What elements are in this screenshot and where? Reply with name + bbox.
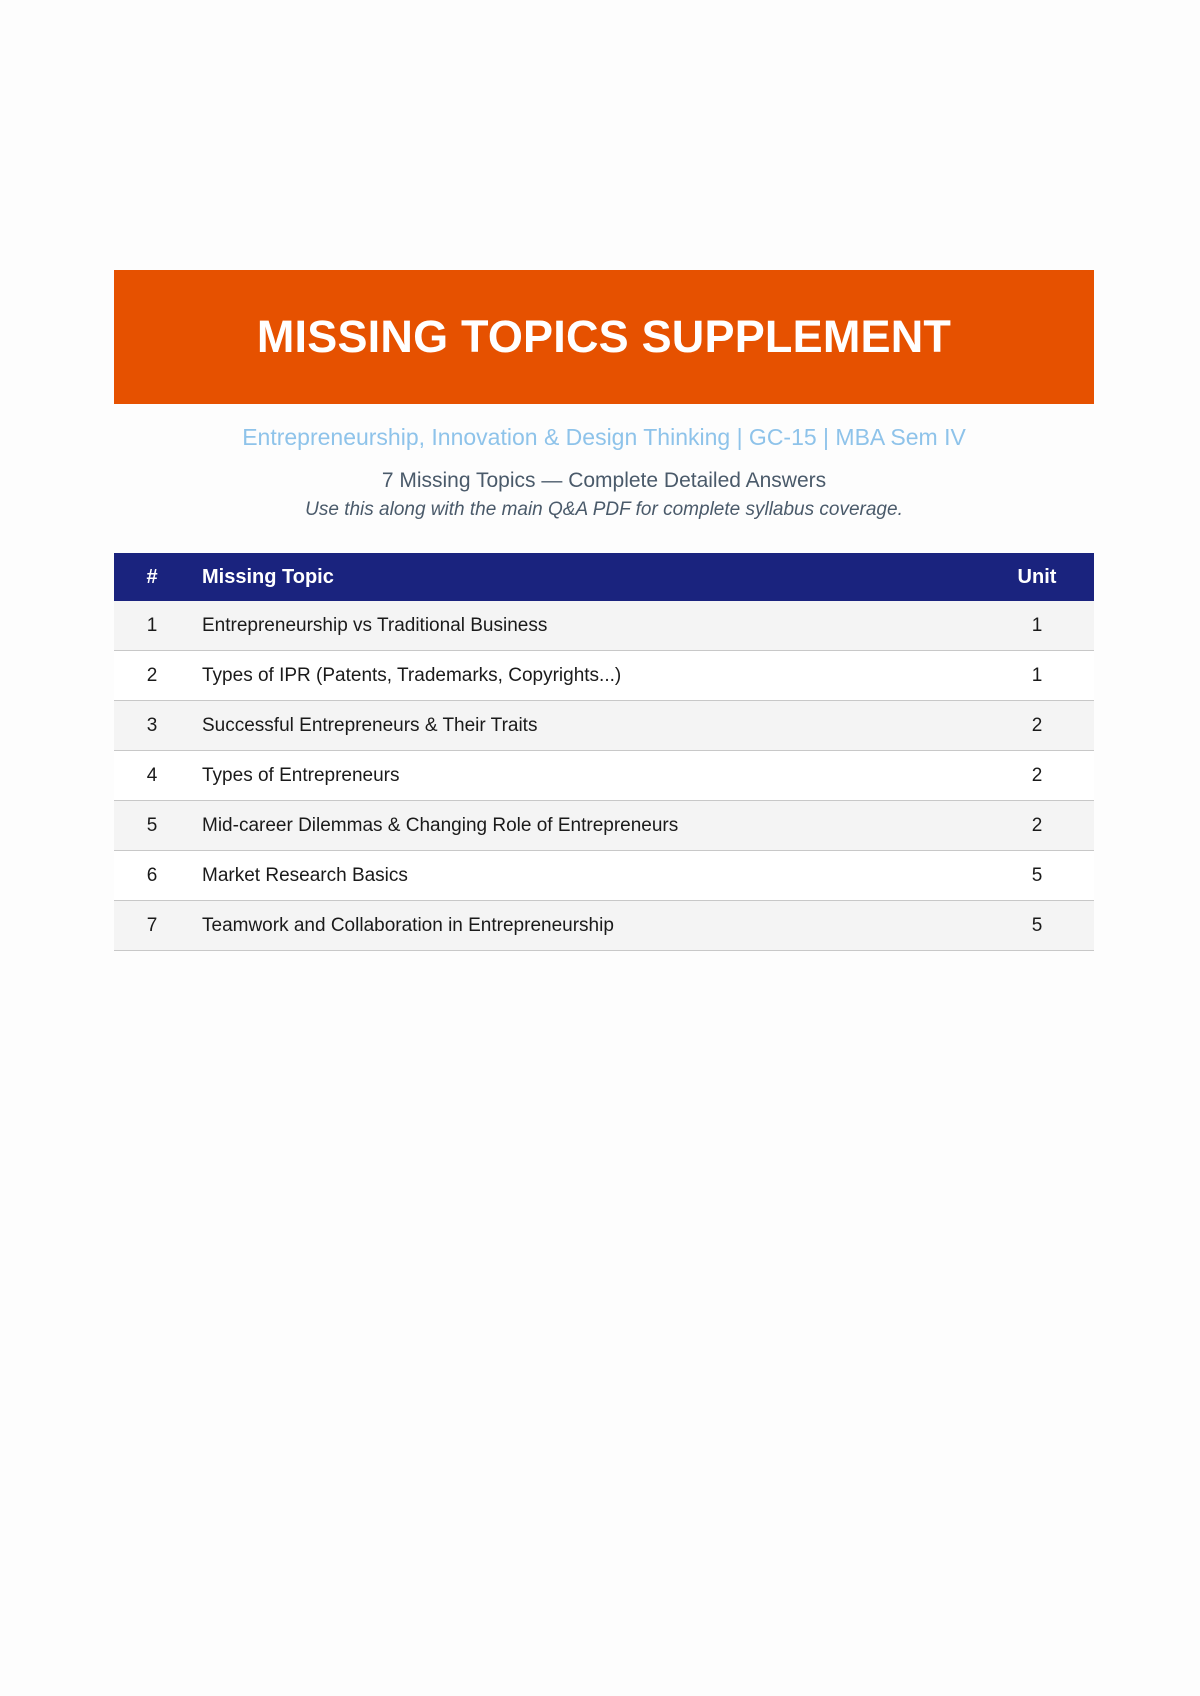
- row-number: 6: [114, 851, 190, 901]
- row-unit: 5: [980, 901, 1094, 951]
- row-unit: 1: [980, 651, 1094, 701]
- row-number: 1: [114, 601, 190, 651]
- page-title: MISSING TOPICS SUPPLEMENT: [256, 311, 952, 362]
- tagline: 7 Missing Topics — Complete Detailed Answers: [381, 469, 827, 492]
- row-number: 7: [114, 901, 190, 951]
- row-unit: 2: [980, 751, 1094, 801]
- row-unit: 2: [980, 701, 1094, 751]
- row-unit: 5: [980, 851, 1094, 901]
- table-header-row: [114, 553, 1094, 601]
- row-topic: Teamwork and Collaboration in Entrepreneurship: [190, 901, 980, 951]
- row-unit: 2: [980, 801, 1094, 851]
- row-topic: Entrepreneurship vs Traditional Business: [190, 601, 980, 651]
- row-number: 4: [114, 751, 190, 801]
- topics-table: [114, 553, 1094, 951]
- usage-note: Use this along with the main Q&A PDF for complete syllabus coverage.: [305, 499, 903, 520]
- table-row: [114, 751, 1094, 801]
- table-row: [114, 601, 1094, 651]
- row-topic: Successful Entrepreneurs & Their Traits: [190, 701, 980, 751]
- row-topic: Types of IPR (Patents, Trademarks, Copyrights...): [190, 651, 980, 701]
- table-row: [114, 801, 1094, 851]
- document-page: [114, 270, 1094, 951]
- header-number: #: [114, 553, 190, 601]
- row-topic: Types of Entrepreneurs: [190, 751, 980, 801]
- course-subtitle: Entrepreneurship, Innovation & Design Thinking | GC-15 | MBA Sem IV: [242, 424, 966, 450]
- table-row: [114, 851, 1094, 901]
- title-banner: [114, 270, 1094, 404]
- table-row: [114, 651, 1094, 701]
- row-number: 5: [114, 801, 190, 851]
- header-unit: Unit: [980, 553, 1094, 601]
- row-topic: Mid-career Dilemmas & Changing Role of Entrepreneurs: [190, 801, 980, 851]
- header-topic: Missing Topic: [190, 553, 980, 601]
- row-number: 2: [114, 651, 190, 701]
- row-unit: 1: [980, 601, 1094, 651]
- table-row: [114, 701, 1094, 751]
- row-topic: Market Research Basics: [190, 851, 980, 901]
- row-number: 3: [114, 701, 190, 751]
- table-row: [114, 901, 1094, 951]
